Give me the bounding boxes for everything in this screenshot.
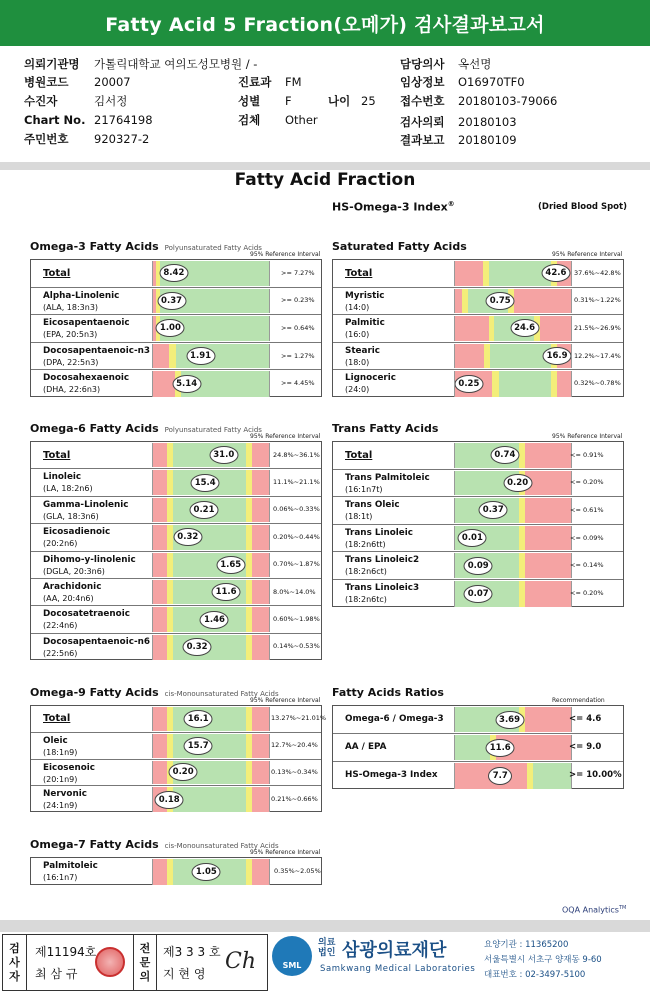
analyte-name: Dihomo-y-linolenic (DGLA, 20:3n6) (43, 554, 136, 576)
reference-interval-header: 95% Reference Interval (552, 433, 623, 440)
range-zone-red (153, 859, 167, 885)
field-age: 나이 25 (328, 94, 376, 108)
reviewer-label: 전 문 의 (133, 935, 157, 990)
result-row (31, 579, 321, 606)
result-row (333, 706, 623, 734)
result-value-marker: 1.00 (156, 319, 185, 337)
range-zone-red (252, 443, 269, 467)
analyte-code: (22:5n6) (43, 648, 78, 658)
range-zone-red (153, 607, 167, 631)
analyte-code: (24:0) (345, 385, 370, 395)
result-row (333, 370, 623, 398)
result-row (31, 634, 321, 661)
result-value-marker: 0.01 (458, 529, 487, 547)
reference-range: <= 0.20% (570, 478, 604, 487)
range-bar (152, 734, 270, 758)
analyte-name: Total (43, 449, 71, 461)
range-zone-green (533, 763, 571, 789)
reference-range: 0.35%~2.05% (274, 867, 321, 875)
range-zone-red (252, 498, 269, 522)
range-zone-red (252, 470, 269, 494)
reference-range: >= 1.27% (281, 351, 315, 360)
range-bar (454, 261, 572, 286)
sml-logo-icon: SML (272, 936, 312, 976)
reference-range: 11.1%~21.1% (273, 478, 320, 487)
range-zone-red (252, 635, 269, 660)
results-table (30, 259, 322, 397)
analyte-name: Nervonic (24:1n9) (43, 789, 87, 811)
analyte-code: (18:2n6tc) (345, 595, 387, 604)
reference-range: <= 0.09% (570, 533, 604, 542)
analyte-code: (22:4n6) (43, 621, 78, 631)
analyte-code: (20:2n6) (43, 539, 78, 549)
analyte-name: Docosahexaenoic (DHA, 22:6n3) (43, 373, 130, 395)
range-bar (454, 707, 572, 732)
result-value-marker: 15.4 (191, 474, 220, 492)
field-chart-no: Chart No. 21764198 (24, 113, 153, 127)
divider-band (0, 162, 650, 170)
analyte-name: Docosapentaenoic-n3 (DPA, 22:5n3) (43, 345, 150, 367)
result-value-marker: 1.46 (200, 611, 229, 629)
result-value-marker: 5.14 (172, 375, 201, 393)
reference-range: 8.0%~14.0% (273, 587, 316, 596)
range-zone-red (252, 525, 269, 549)
panel-title: Fatty Acids Ratios (332, 686, 444, 699)
field-clinical-info: 임상정보 O16970TF0 (400, 75, 525, 89)
range-zone-red (252, 607, 269, 631)
field-doctor: 담당의사 옥선명 (400, 57, 492, 71)
result-row (31, 260, 321, 288)
field-hospital-code: 병원코드 20007 (24, 75, 131, 89)
analyte-name: Trans Linoleic2 (18:2n6ct) (345, 555, 420, 577)
analyte-code: (18:2n6ct) (345, 567, 387, 577)
result-value-marker: 16.1 (184, 710, 213, 728)
field-receipt-no: 접수번호 20180103-79066 (400, 94, 558, 108)
result-row (31, 786, 321, 813)
range-bar (152, 371, 270, 397)
reference-range: 0.13%~0.34% (271, 767, 318, 776)
result-row (333, 762, 623, 790)
range-bar (152, 580, 270, 604)
result-row (31, 370, 321, 398)
result-value-marker: 0.18 (155, 791, 184, 809)
range-zone-red (153, 470, 167, 494)
range-bar (454, 316, 572, 341)
result-row (31, 858, 321, 886)
range-zone-red (153, 707, 167, 731)
org-english-name: Samkwang Medical Laboratories (320, 964, 476, 974)
reference-range: >= 7.27% (281, 268, 315, 277)
range-zone-red (153, 344, 169, 369)
range-bar (152, 498, 270, 522)
range-zone-red (514, 289, 571, 314)
range-zone-red (525, 498, 571, 523)
result-row (333, 442, 623, 470)
signature-box (2, 934, 268, 991)
reference-interval-header: 95% Reference Interval (250, 433, 321, 440)
field-institution: 의뢰기관명 가톨릭대학교 여의도성모병원 / - (24, 57, 258, 71)
dried-blood-spot-note: (Dried Blood Spot) (538, 202, 627, 212)
analyte-code: (18:0) (345, 357, 370, 367)
field-department: 진료과 FM (238, 75, 302, 89)
result-value-marker: 11.6 (486, 739, 515, 757)
range-bar (454, 498, 572, 523)
field-specimen: 검체 Other (238, 113, 318, 127)
result-value-marker: 8.42 (159, 264, 188, 282)
result-row (31, 733, 321, 760)
range-bar (152, 443, 270, 467)
panel-title: Omega-9 Fatty Acids cis-Monounsaturated Fatty Acids (30, 686, 279, 699)
range-zone-red (455, 316, 489, 341)
reference-range: >= 4.45% (281, 379, 315, 388)
oqa-analytics-brand: OQA Analytics™ (562, 905, 627, 915)
range-zone-red (252, 859, 269, 885)
result-value-marker: 7.7 (488, 767, 512, 785)
reference-interval-header: 95% Reference Interval (250, 849, 321, 856)
range-zone-red (525, 581, 571, 607)
org-phone: 대표번호 : 02-3497-5100 (484, 970, 586, 980)
range-zone-red (153, 580, 167, 604)
range-zone-red (153, 525, 167, 549)
inspector-license: 제11194호 (35, 945, 97, 959)
range-zone-red (153, 498, 167, 522)
field-sex: 성별 F (238, 94, 292, 108)
range-bar (152, 316, 270, 341)
analyte-name: Trans Oleic (18:1t) (345, 500, 400, 522)
result-row (333, 343, 623, 371)
reference-range: 0.60%~1.98% (273, 615, 320, 624)
field-patient-name: 수진자 김서정 (24, 94, 128, 108)
result-value-marker: 24.6 (510, 319, 539, 337)
result-row (333, 580, 623, 608)
panel-subtitle: cis-Monounsaturated Fatty Acids (164, 690, 279, 698)
range-zone-red (252, 761, 269, 785)
range-zone-red (252, 580, 269, 604)
range-bar (454, 371, 572, 397)
analyte-name: Trans Palmitoleic (16:1n7t) (345, 472, 430, 494)
reference-range: <= 4.6 (569, 714, 602, 724)
analyte-code: (14:0) (345, 302, 370, 312)
result-row (31, 469, 321, 496)
analyte-name: Omega-6 / Omega-3 (345, 714, 444, 724)
analyte-code: (DGLA, 20:3n6) (43, 566, 105, 576)
result-row (333, 552, 623, 580)
reference-range: 0.06%~0.33% (273, 505, 320, 514)
analyte-code: (24:1n9) (43, 801, 78, 811)
analyte-name: Docosatetraenoic (22:4n6) (43, 609, 130, 631)
range-bar (152, 761, 270, 785)
result-value-marker: 0.20 (503, 474, 532, 492)
panel-title: Omega-6 Fatty Acids Polyunsaturated Fatty Acids (30, 422, 262, 435)
reference-range: 0.20%~0.44% (273, 532, 320, 541)
result-row (31, 288, 321, 316)
report-title: Fatty Acid 5 Fraction(오메가) 검사결과보고서 (0, 0, 650, 46)
org-address: 서울특별시 서초구 양재동 9-60 (484, 955, 602, 965)
result-row (31, 442, 321, 469)
analyte-name: Lignoceric (24:0) (345, 373, 396, 395)
result-value-marker: 0.07 (464, 585, 493, 603)
section-title: Fatty Acid Fraction (234, 170, 416, 190)
analyte-code: (20:1n9) (43, 774, 78, 784)
result-row (333, 288, 623, 316)
result-value-marker: 0.32 (183, 638, 212, 656)
result-row (31, 524, 321, 551)
range-bar (454, 735, 572, 760)
result-value-marker: 0.37 (479, 501, 508, 519)
range-zone-red (540, 316, 571, 341)
panel-title: Trans Fatty Acids (332, 422, 439, 435)
analyte-name: Palmitic (16:0) (345, 318, 385, 340)
reference-range: 0.21%~0.66% (271, 794, 318, 803)
panel-subtitle: cis-Monounsaturated Fatty Acids (164, 842, 279, 850)
result-value-marker: 11.6 (212, 583, 241, 601)
analyte-name: Gamma-Linolenic (GLA, 18:3n6) (43, 499, 129, 521)
reference-range: 13.27%~21.01% (271, 714, 327, 723)
range-zone-red (252, 734, 269, 758)
range-bar (454, 471, 572, 496)
result-row (333, 734, 623, 762)
result-value-marker: 16.9 (543, 347, 572, 365)
range-bar (454, 763, 572, 789)
field-request-date: 검사의뢰 20180103 (400, 115, 517, 129)
reference-interval-header: Recommendation (552, 697, 605, 704)
result-value-marker: 1.05 (192, 863, 221, 881)
range-zone-yellow (169, 344, 176, 369)
reference-interval-header: 95% Reference Interval (552, 251, 623, 258)
analyte-code: (18:1t) (345, 512, 373, 522)
panel-title: Saturated Fatty Acids (332, 240, 467, 253)
analyte-name: HS-Omega-3 Index (345, 770, 438, 780)
analyte-name: Eicosenoic (20:1n9) (43, 762, 96, 784)
results-table (30, 857, 322, 885)
footer-band (0, 920, 650, 932)
result-value-marker: 0.09 (464, 557, 493, 575)
reference-range: 12.2%~17.4% (574, 351, 621, 360)
analyte-name: Palmitoleic (16:1n7) (43, 861, 98, 882)
result-row (333, 470, 623, 498)
analyte-code: (18:2n6tt) (345, 539, 386, 549)
result-row (333, 315, 623, 343)
analyte-name: Alpha-Linolenic (ALA, 18:3n3) (43, 290, 120, 312)
range-zone-green (499, 371, 551, 397)
analyte-code: (16:0) (345, 330, 370, 340)
analyte-name: Oleic (18:1n9) (43, 735, 78, 757)
range-bar (454, 443, 572, 468)
analyte-name: Total (345, 449, 373, 461)
range-bar (454, 553, 572, 578)
result-value-marker: 1.65 (216, 556, 245, 574)
handwritten-signature: Ch (225, 949, 257, 974)
result-value-marker: 0.25 (454, 375, 483, 393)
inspector-label: 검 사 자 (3, 935, 27, 990)
range-bar (152, 859, 270, 885)
result-value-marker: 31.0 (209, 446, 238, 464)
range-zone-red (153, 443, 167, 467)
range-zone-red (153, 734, 167, 758)
range-bar (152, 635, 270, 660)
hs-omega-title: HS-Omega-3 Index® (332, 200, 455, 214)
reference-range: 0.70%~1.87% (273, 560, 320, 569)
inspector-name: 최 삼 규 (35, 967, 78, 981)
reference-interval-header: 95% Reference Interval (250, 251, 321, 258)
reference-range: <= 0.14% (570, 561, 604, 570)
range-bar (152, 707, 270, 731)
range-zone-red (252, 553, 269, 577)
analyte-name: Total (43, 267, 71, 279)
org-institution-code: 요양기관 : 11365200 (484, 940, 569, 950)
results-table (332, 705, 624, 789)
analyte-name: Eicosapentaenoic (EPA, 20:5n3) (43, 318, 130, 340)
range-zone-red (525, 707, 571, 732)
range-zone-green (455, 735, 490, 760)
patient-info (0, 50, 650, 168)
analyte-code: (ALA, 18:3n3) (43, 302, 99, 312)
analyte-code: (EPA, 20:5n3) (43, 330, 98, 340)
reference-range: <= 0.20% (570, 588, 604, 597)
reference-range: 24.8%~36.1% (273, 450, 320, 459)
range-bar (152, 553, 270, 577)
range-bar (152, 787, 270, 812)
analyte-name: Total (345, 267, 373, 279)
analyte-name: Eicosadienoic (20:2n6) (43, 527, 111, 549)
analyte-code: (18:1n9) (43, 747, 78, 757)
range-bar (454, 581, 572, 607)
org-law-label: 의료법인 (318, 938, 336, 958)
result-value-marker: 1.91 (186, 347, 215, 365)
reference-range: 37.6%~42.8% (574, 268, 621, 277)
analyte-name: Stearic (18:0) (345, 345, 381, 367)
range-bar (152, 525, 270, 549)
reference-range: >= 0.64% (281, 323, 315, 332)
field-resident-no: 주민번호 920327-2 (24, 132, 150, 146)
result-value-marker: 3.69 (495, 711, 524, 729)
org-name: 삼광의료재단 (342, 940, 447, 961)
reference-range: >= 0.23% (281, 296, 315, 305)
range-zone-red (455, 289, 462, 314)
analyte-name: Total (43, 713, 71, 725)
range-bar (152, 470, 270, 494)
range-zone-red (557, 371, 571, 397)
range-bar (454, 526, 572, 551)
field-report-date: 결과보고 20180109 (400, 133, 517, 147)
result-row (31, 760, 321, 787)
reference-range: <= 9.0 (569, 742, 602, 752)
reference-range: 0.14%~0.53% (273, 642, 320, 651)
range-bar (152, 344, 270, 369)
result-row (333, 260, 623, 288)
result-value-marker: 0.20 (169, 763, 198, 781)
range-zone-red (525, 443, 571, 468)
range-bar (152, 607, 270, 631)
result-value-marker: 0.37 (157, 292, 186, 310)
results-table (332, 259, 624, 397)
range-zone-red (153, 761, 167, 785)
analyte-code: (16:1n7t) (345, 484, 383, 494)
range-zone-red (153, 635, 167, 660)
result-row (31, 606, 321, 633)
reference-range: 12.7%~20.4% (271, 741, 318, 750)
analyte-name: Trans Linoleic3 (18:2n6tc) (345, 583, 420, 604)
result-value-marker: 0.21 (190, 501, 219, 519)
analyte-code: (16:1n7) (43, 873, 78, 882)
panel-subtitle: Polyunsaturated Fatty Acids (164, 426, 262, 434)
range-zone-red (252, 707, 269, 731)
range-zone-red (455, 344, 484, 369)
reference-range: <= 0.61% (570, 505, 604, 514)
result-value-marker: 0.74 (490, 446, 519, 464)
reviewer-name: 지 현 영 (163, 967, 206, 981)
reference-range: <= 0.91% (570, 450, 604, 459)
reference-range: 21.5%~26.9% (574, 323, 621, 332)
range-bar (152, 289, 270, 314)
result-row (31, 552, 321, 579)
reference-range: >= 10.00% (569, 770, 622, 780)
seal-stamp (95, 947, 125, 977)
analyte-code: (DPA, 22:5n3) (43, 357, 99, 367)
result-row (31, 706, 327, 733)
range-bar (152, 261, 270, 286)
range-bar (454, 289, 572, 314)
reference-range: 0.32%~0.78% (574, 379, 621, 388)
result-value-marker: 0.75 (486, 292, 515, 310)
range-zone-red (153, 553, 167, 577)
analyte-name: Docosapentaenoic-n6 (22:5n6) (43, 636, 150, 658)
results-table (30, 705, 327, 812)
range-zone-yellow (492, 371, 499, 397)
analyte-name: Trans Linoleic (18:2n6tt) (345, 527, 414, 549)
analyte-name: Myristic (14:0) (345, 290, 385, 312)
analyte-name: Linoleic (LA, 18:2n6) (43, 472, 93, 494)
analyte-code: (AA, 20:4n6) (43, 594, 94, 603)
result-row (31, 343, 321, 371)
analyte-code: (DHA, 22:6n3) (43, 385, 101, 395)
lab-organization (272, 934, 648, 991)
range-bar (454, 344, 572, 369)
analyte-name: Arachidonic (AA, 20:4n6) (43, 582, 102, 603)
results-table (30, 441, 322, 660)
result-value-marker: 42.6 (541, 264, 570, 282)
panel-title: Omega-7 Fatty Acids cis-Monounsaturated Fatty Acids (30, 838, 279, 851)
range-zone-red (525, 553, 571, 578)
range-zone-red (455, 261, 483, 286)
results-table (332, 441, 624, 607)
analyte-code: (GLA, 18:3n6) (43, 511, 99, 521)
result-row (333, 525, 623, 553)
panel-title: Omega-3 Fatty Acids Polyunsaturated Fatty Acids (30, 240, 262, 253)
reference-interval-header: 95% Reference Interval (250, 697, 321, 704)
analyte-code: (LA, 18:2n6) (43, 484, 93, 494)
result-row (333, 497, 623, 525)
result-row (31, 315, 321, 343)
reference-range: 0.31%~1.22% (574, 296, 621, 305)
range-zone-red (252, 787, 269, 812)
result-row (31, 497, 321, 524)
result-value-marker: 15.7 (184, 737, 213, 755)
result-value-marker: 0.32 (173, 528, 202, 546)
analyte-name: AA / EPA (345, 742, 387, 752)
panel-subtitle: Polyunsaturated Fatty Acids (164, 244, 262, 252)
reviewer-license: 제3 3 3 호 (163, 945, 221, 959)
range-zone-red (525, 526, 571, 551)
